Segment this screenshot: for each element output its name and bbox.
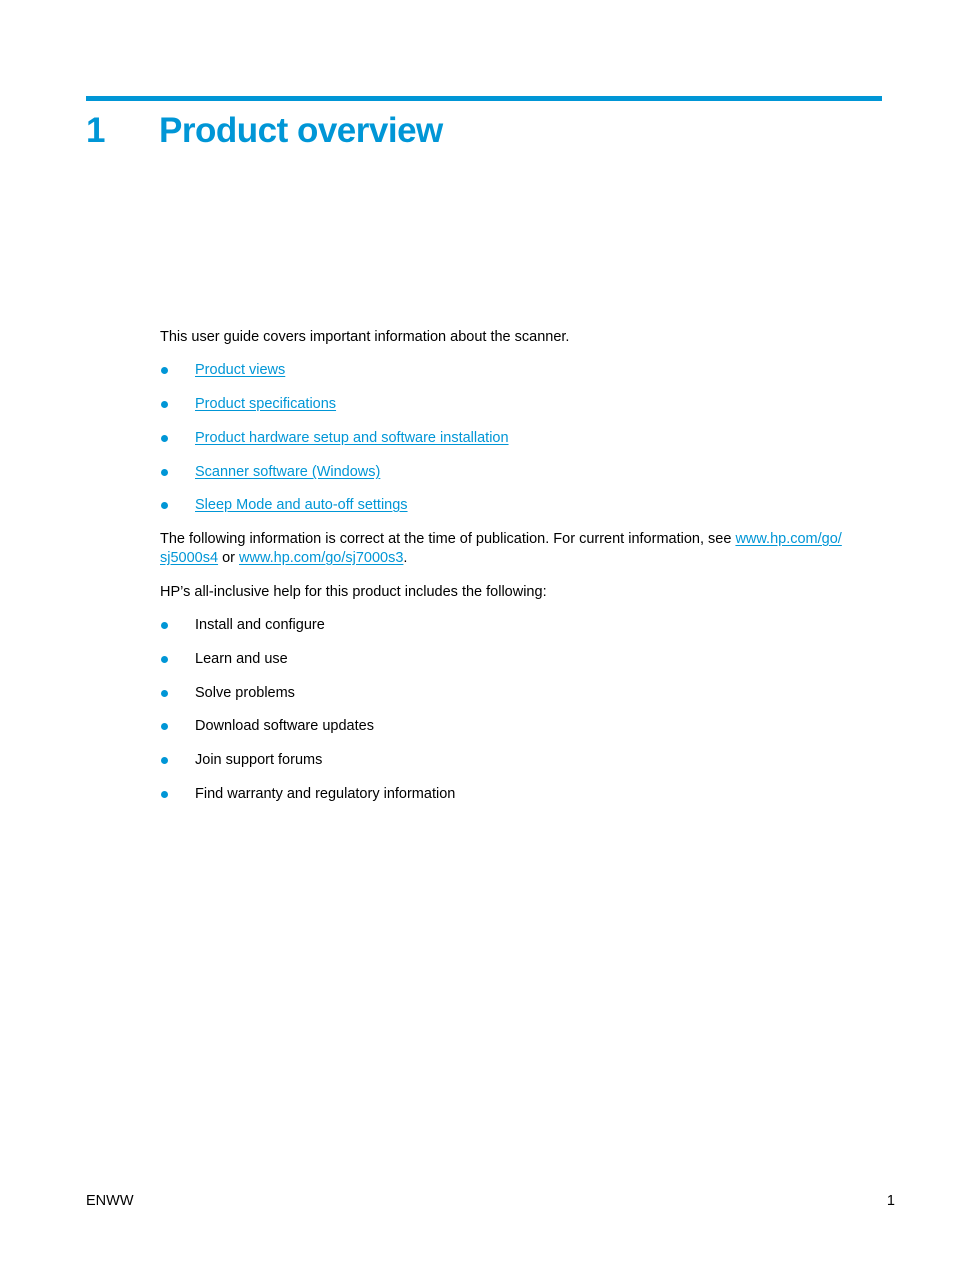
intro-paragraph: This user guide covers important information about the scanner.	[160, 329, 570, 345]
help-item-label: Install and configure	[195, 617, 325, 633]
bullet-icon	[161, 690, 168, 697]
bullet-icon	[161, 656, 168, 663]
link-sj5000s4-part2[interactable]: sj5000s4	[160, 550, 219, 566]
help-item-label: Learn and use	[195, 651, 288, 667]
help-intro-paragraph: HP’s all-inclusive help for this product includes the following:	[160, 584, 547, 600]
link-product-specifications[interactable]: Product specifications	[195, 396, 337, 412]
bullet-icon	[161, 622, 168, 629]
help-item-label: Find warranty and regulatory information	[195, 786, 456, 802]
chapter-heading	[86, 108, 443, 154]
bullet-icon	[161, 723, 168, 730]
bullet-icon	[161, 502, 168, 509]
help-item-label: Solve problems	[195, 685, 295, 701]
bullet-icon	[161, 435, 168, 442]
link-sj5000s4-part1[interactable]: www.hp.com/go/	[735, 531, 842, 547]
help-item-label: Join support forums	[195, 752, 323, 768]
bullet-icon	[161, 367, 168, 374]
footer-doc-code: ENWW	[86, 1193, 134, 1209]
chapter-top-rule	[86, 96, 882, 101]
link-hardware-setup[interactable]: Product hardware setup and software installation	[195, 430, 509, 446]
footer-page-number: 1	[886, 1193, 895, 1209]
bullet-icon	[161, 401, 168, 408]
publication-note-line1	[160, 530, 842, 549]
publication-note-text: The following information is correct at the time of publication. For current information, see	[160, 531, 736, 547]
link-product-views[interactable]: Product views	[195, 362, 286, 378]
bullet-icon	[161, 757, 168, 764]
help-item-label: Download software updates	[195, 718, 374, 734]
publication-note-end: .	[403, 550, 408, 566]
chapter-number: 1	[86, 111, 105, 150]
bullet-icon	[161, 791, 168, 798]
publication-note-connector: or	[218, 550, 239, 566]
link-scanner-software[interactable]: Scanner software (Windows)	[195, 464, 381, 480]
publication-note-line2	[160, 549, 407, 568]
chapter-title: Product overview	[159, 111, 443, 150]
link-sj7000s3[interactable]: www.hp.com/go/sj7000s3	[239, 550, 404, 566]
bullet-icon	[161, 469, 168, 476]
link-sleep-mode[interactable]: Sleep Mode and auto-off settings	[195, 497, 408, 513]
